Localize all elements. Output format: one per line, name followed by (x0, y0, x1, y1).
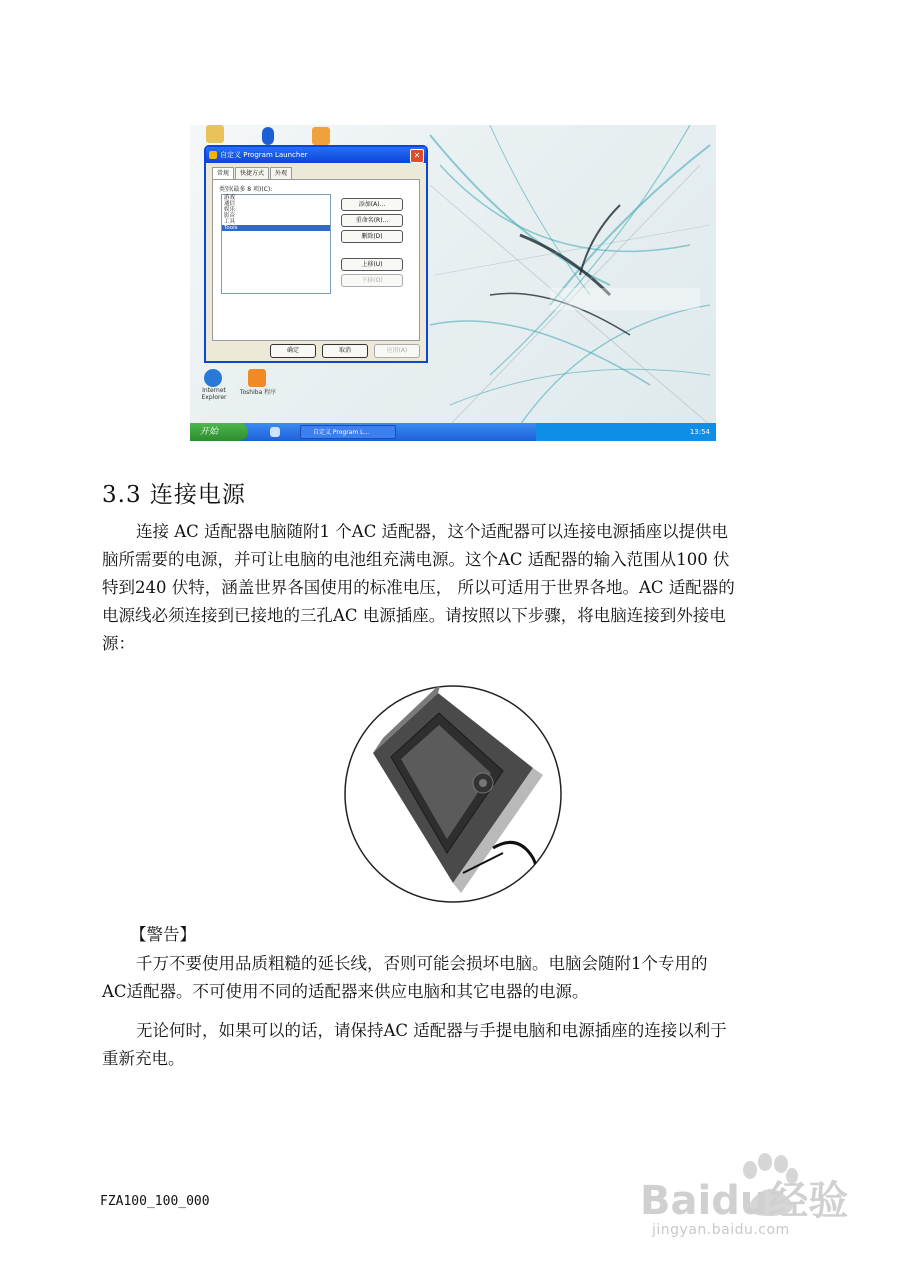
baidu-watermark-logo (640, 1140, 855, 1260)
taskbar-item[interactable]: 自定义 Program L... (300, 425, 396, 439)
footer-code: FZA100_100_000 (100, 1194, 210, 1209)
category-label: 类别(最多 8 项)(C): (219, 186, 273, 193)
paragraph-line: 千万不要使用品质粗糙的延长线，否则可能会损坏电脑。电脑会随附1个专用的 (136, 954, 708, 973)
list-item[interactable]: 影音 (224, 213, 236, 219)
dialog-titlebar[interactable] (206, 147, 426, 163)
list-item[interactable]: 娱乐 (224, 207, 236, 213)
dialog-title: 自定义 Program Launcher (220, 151, 308, 159)
desktop-shortcut-icon[interactable] (312, 127, 330, 145)
section-heading: 3.3 连接电源 (102, 482, 246, 508)
move-down-button[interactable]: 下移(O) (341, 274, 403, 287)
rename-button[interactable]: 重命名(R)... (341, 214, 403, 227)
system-tray (536, 423, 716, 441)
paragraph-line: 脑所需要的电源，并可让电脑的电池组充满电源。这个AC 适配器的输入范围从100 伏 (102, 550, 730, 569)
paragraph-line: 连接 AC 适配器电脑随附1 个AC 适配器，这个适配器可以连接电源插座以提供电 (136, 522, 729, 541)
bluetooth-icon[interactable] (262, 127, 274, 145)
launcher-icon (209, 151, 217, 159)
start-button[interactable]: 开始 (190, 423, 248, 441)
toshiba-app-icon[interactable] (248, 369, 266, 387)
desktop-folder-icon[interactable] (206, 125, 224, 143)
watermark-url: jingyan.baidu.com (652, 1222, 790, 1238)
warning-label: 【警告】 (130, 925, 196, 944)
device-illustration (343, 683, 563, 905)
list-item-selected[interactable]: Tools (222, 225, 330, 231)
delete-button[interactable]: 删除(D) (341, 230, 403, 243)
internet-explorer-icon[interactable] (204, 369, 222, 387)
note-paragraph (102, 1017, 802, 1073)
quicklaunch-icon[interactable] (270, 427, 280, 437)
paragraph-line: AC适配器。不可使用不同的适配器来供应电脑和其它电器的电源。 (102, 982, 589, 1001)
ok-button[interactable]: 确定 (270, 344, 316, 358)
desktop-icon-label: Internet Explorer (201, 387, 227, 401)
category-list[interactable] (221, 194, 331, 294)
tab-panel (212, 179, 420, 341)
list-item[interactable]: 通信 (224, 201, 236, 207)
dialog-tabs (212, 167, 293, 179)
close-icon[interactable]: ✕ (410, 149, 424, 163)
apply-button[interactable]: 应用(A) (374, 344, 420, 358)
taskbar (190, 423, 716, 441)
paragraph-line: 重新充电。 (102, 1049, 185, 1068)
tray-clock: 13:54 (689, 428, 710, 436)
paragraph-line: 源： (102, 634, 135, 653)
intro-paragraph (102, 518, 802, 658)
tab-general[interactable]: 常规 (212, 167, 234, 179)
move-up-button[interactable]: 上移(U) (341, 258, 403, 271)
add-button[interactable]: 添加(A)... (341, 198, 403, 211)
list-item[interactable]: 游戏 (224, 195, 236, 201)
watermark-brand: Baidu经验 (640, 1178, 849, 1224)
paragraph-line: 电源线必须连接到已接地的三孔AC 电源插座。请按照以下步骤，将电脑连接到外接电 (102, 606, 726, 625)
warning-paragraph (102, 950, 802, 1006)
paragraph-line: 特到240 伏特，涵盖世界各国使用的标准电压， 所以可适用于世界各地。AC 适配器的 (102, 578, 735, 597)
screenshot-figure (190, 125, 716, 441)
tab-appearance[interactable]: 外观 (270, 167, 292, 179)
program-launcher-dialog (204, 145, 428, 363)
paragraph-line: 无论何时，如果可以的话，请保持AC 适配器与手提电脑和电源插座的连接以利于 (136, 1021, 727, 1040)
cancel-button[interactable]: 取消 (322, 344, 368, 358)
list-item[interactable]: 工具 (224, 219, 236, 225)
tab-shortcuts[interactable]: 快捷方式 (235, 167, 269, 179)
desktop-icon-label: Toshiba 程序 (239, 389, 277, 396)
